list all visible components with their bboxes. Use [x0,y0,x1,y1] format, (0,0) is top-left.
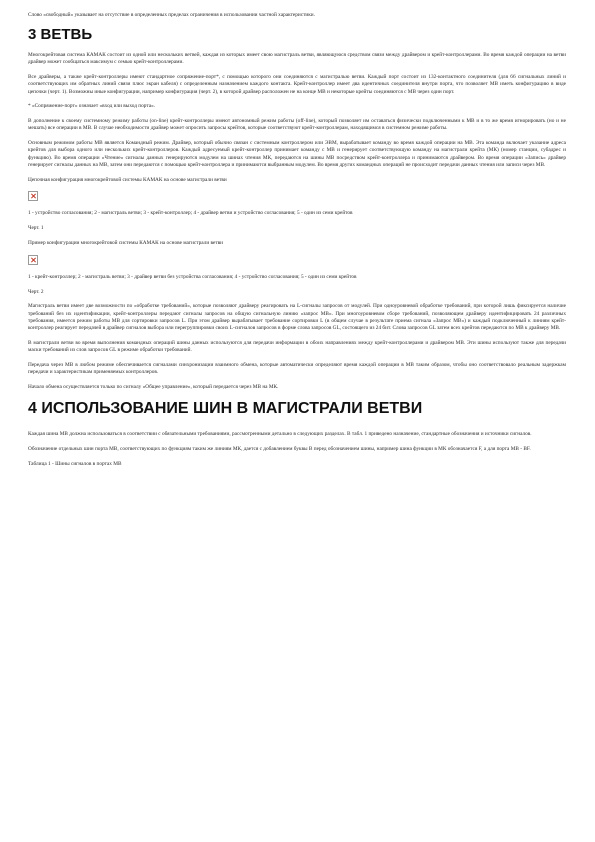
section-3-paragraph-3: В дополнение к своему системному режиму работы (on-line) крейт-контроллеры имеют автономный режим работы (off-line), который позволяет им оставаться физически подключенными к МВ и в то же время игнорировать (но и не мешать) все операции в МВ. В случае необходимости драйвер может опросить запросы крейтов, которые соответствуют крейт-контроллерам, находящимся в системном режиме работы. [28,118,566,132]
broken-image-icon [28,191,38,201]
section-4-paragraph-1: Каждая шина МВ должна использоваться в соответствии с обязательными требованиями, рассмотренными детально в следующих разделах. В табл. 1 приведено назначение, стандартные обозначения и источники сигналов. [28,431,532,437]
figure-1-legend: 1 - устройство согласования; 2 - магистраль ветви; 3 - крейт-контроллер; 4 - драйвер ветви и устройство согласования; 5 - один из семи крейтов [28,210,353,217]
broken-image-icon [28,255,38,265]
section-4-heading: 4 ИСПОЛЬЗОВАНИЕ ШИН В МАГИСТРАЛИ ВЕТВИ [28,400,423,417]
section-3-heading: 3 ВЕТВЬ [28,26,93,44]
intro-paragraph: Слово «свободный» указывает на отсутствие в определенных пределах ограничения в использовании частной характеристики. [28,12,315,18]
section-3-paragraph-8: Начало обмена осуществляется только по сигналу «Общее управление», который передается через МВ на МК. [28,383,279,390]
section-3-paragraph-7: Передача через МВ в любом режиме обеспечивается сигналами синхронизации взаимного обмена, которые автоматически определяют время каждой операции в МВ таким образом, чтобы оно соответствовало реальным задержкам передачи и характеристикам применяемых контроллеров. [28,361,566,375]
section-3-paragraph-1: Многокрейтовая система КАМАК состоит из одной или нескольких ветвей, каждая из которых имеет свою магистраль ветви, являющуюся средством связи между драйвером и крейт-контроллерами. Во время каждой операции на ветви драйвер может сообщаться максимум с семью крейт-контроллерами. [28,52,566,66]
section-3-paragraph-2: Все драйверы, а также крейт-контроллеры имеют стандартное сопряжение-порт*, с помощью которого они соединяются с магистралью ветви. Каждый порт состоит из 132-контактного соединителя (для 66 сигнальных линий и соответствующих им обратных линий связи плюс экран кабеля) с определенным назначением каждого контакта. Крейт-контроллер имеет два идентичных соединителя внутри порта, что позволяет МВ иметь конфигурацию в виде цепочки (черт. 1). Возможны иные конфигурации, например конфигурация (черт. 2), в которой драйвер расположен не на конце МВ и некоторые крейты соединяются с МВ через один порт. [28,74,566,95]
document-page [28,12,566,475]
figure-2-label: Черт. 2 [28,288,44,295]
figure-2-legend: 1 - крейт-контроллер; 2 - магистраль ветви; 3 - драйвер ветви без устройства согласования; 4 - устройство согласования; 5 - один из семи крейтов [28,273,357,280]
figure-2-caption: Пример конфигурации многокрейтовой системы КАМАК на основе магистрали ветви [28,240,223,246]
section-3-footnote: * «Сопряжение-порт» означает «вход или выход порта». [28,103,156,110]
section-4-paragraph-2: Обозначение отдельных шин порта МВ, соответствующих по функциям таким же линиям МК, дается с добавлением буквы В перед обозначением шины, например шина функции в МК обозначается F, а для порта МВ - BF. [28,445,531,452]
section-3-paragraph-4: Основным режимом работы МВ является Командный режим. Драйвер, который обычно связан с системным контроллером или ЭВМ, вырабатывает команду во время каждой операции на МВ. Эта команда включает указание адреса крейтов для выбора одного или нескольких крейт-контроллеров. Каждый адресуемый крейт-контроллер принимает команду с МВ и генерирует соответствующую команду на магистрали крейта (МК) (номер станции, субадрес и функцию). Во время операции «Чтение» сигналы данных генерируются модулем на шинах чтения МК, передаются на шины МВ посредством крейт-контроллера и принимаются драйвером. Во время операции «Запись» драйвер генерирует сигналы данных на МВ, затем они передаются с помощью крейт-контроллера и принимаются выбранным модулем. Во время других командных операций не происходит передачи данных чтения или записи через МВ. [28,140,566,168]
figure-1-label: Черт. 1 [28,225,44,232]
section-3-paragraph-6: В магистрали ветви во время выполнения командных операций шины данных используются для передачи информации в обоих направлениях между крейт-контроллерами и драйвером МВ. Эти шины используют также для передачи маски требований из слов запросов GL в режиме обработки требований. [28,339,566,353]
table-1-caption: Таблица 1 - Шины сигналов в портах МВ [28,460,122,467]
figure-1-caption: Цепочная конфигурация многокрейтовой системы КАМАК на основе магистрали ветви [28,176,227,183]
section-3-paragraph-5: Магистраль ветви имеет две возможности по «обработке требований», которые позволяют драйверу реагировать на L-сигналы запросов от модулей. При одноуровневой обработке требований, при которой лишь фиксируется наличие требований без их идентификации, крейт-контроллеры передают сигналы запросов на общую сигнальную линию «запрос МВ». При многоуровневом сборе требований, позволяющем драйверу идентифицировать 24 различных требования, имеется режим работы МВ для сортировки запросов L. При этом драйвер вырабатывает требование сортировки L (в общем случае в результате приема сигнала «Запрос МВ») и каждый подключенный к линиям крейт-контроллер реагирует передачей в драйвер сигналов выбора или перегруппировки своих L-сигналов запросов в форме слова запросов GL, состоящего из 24 бит. Слова запросов GL затем всех крейтов передаются по МВ к драйверу МВ. [28,303,566,331]
